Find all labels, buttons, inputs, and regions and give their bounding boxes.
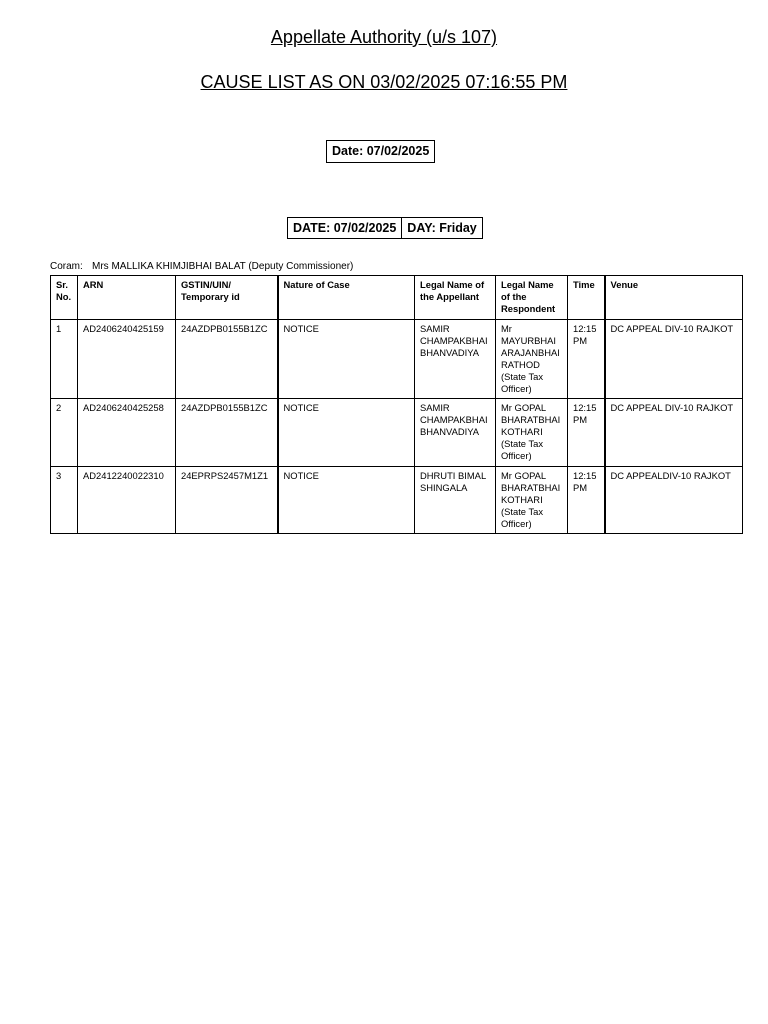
cell-appellant: SAMIR CHAMPAKBHAI BHANVADIYA (415, 320, 496, 399)
header-time: Time (568, 276, 605, 320)
cell-sr-no: 1 (51, 320, 78, 399)
cell-nature-of-case: NOTICE (278, 467, 415, 534)
authority-title: Appellate Authority (u/s 107) (270, 27, 498, 47)
hearing-day-cell: DAY: Friday (402, 217, 482, 239)
cell-appellant: SAMIR CHAMPAKBHAI BHANVADIYA (415, 399, 496, 467)
cell-gstin: 24AZDPB0155B1ZC (176, 399, 278, 467)
cell-arn: AD2406240425159 (78, 320, 176, 399)
header-sr-no: Sr. No. (51, 276, 78, 320)
cell-respondent: Mr GOPAL BHARATBHAI KOTHARI (State Tax Officer) (496, 399, 568, 467)
table-row (51, 399, 743, 467)
date-day-row (287, 217, 483, 239)
cell-nature-of-case: NOTICE (278, 399, 415, 467)
cell-venue: DC APPEAL DIV-10 RAJKOT (605, 399, 743, 467)
cell-arn: AD2406240425258 (78, 399, 176, 467)
cell-gstin: 24EPRPS2457M1Z1 (176, 467, 278, 534)
header-nature-of-case: Nature of Case (278, 276, 415, 320)
cell-sr-no: 2 (51, 399, 78, 467)
header-venue: Venue (605, 276, 743, 320)
cell-time: 12:15 PM (568, 467, 605, 534)
cell-respondent: Mr MAYURBHAI ARAJANBHAI RATHOD (State Tax Officer) (496, 320, 568, 399)
coram-line (50, 261, 353, 273)
header-appellant: Legal Name of the Appellant (415, 276, 496, 320)
cell-gstin: 24AZDPB0155B1ZC (176, 320, 278, 399)
header-respondent: Legal Name of the Respondent (496, 276, 568, 320)
coram-value: Mrs MALLIKA KHIMJIBHAI BALAT (Deputy Commissioner) (92, 261, 354, 272)
cell-appellant: DHRUTI BIMAL SHINGALA (415, 467, 496, 534)
cell-time: 12:15 PM (568, 399, 605, 467)
cell-time: 12:15 PM (568, 320, 605, 399)
hearing-date-cell: DATE: 07/02/2025 (287, 217, 402, 239)
cause-list-title: CAUSE LIST AS ON 03/02/2025 07:16:55 PM (200, 72, 568, 92)
table-row (51, 320, 743, 399)
table-header-row (51, 276, 743, 320)
cell-venue: DC APPEALDIV-10 RAJKOT (605, 467, 743, 534)
cell-arn: AD2412240022310 (78, 467, 176, 534)
cause-list-table (50, 275, 743, 534)
date-box: Date: 07/02/2025 (326, 140, 435, 163)
cell-venue: DC APPEAL DIV-10 RAJKOT (605, 320, 743, 399)
cell-nature-of-case: NOTICE (278, 320, 415, 399)
cell-respondent: Mr GOPAL BHARATBHAI KOTHARI (State Tax Officer) (496, 467, 568, 534)
header-arn: ARN (78, 276, 176, 320)
cell-sr-no: 3 (51, 467, 78, 534)
table-row (51, 467, 743, 534)
coram-label: Coram: (50, 261, 83, 272)
header-gstin: GSTIN/UIN/ Temporary id (176, 276, 278, 320)
